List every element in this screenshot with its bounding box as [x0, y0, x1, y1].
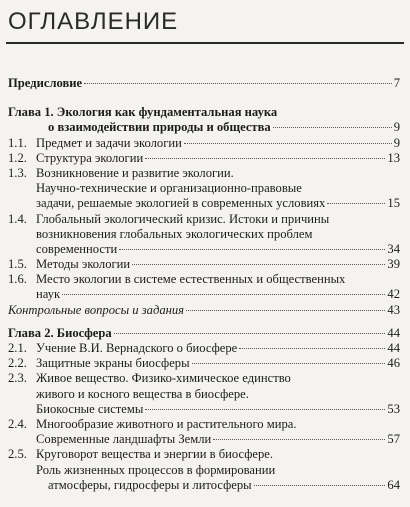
dot-leader: [186, 310, 385, 311]
toc-section: [8, 272, 400, 302]
section-title: наук: [36, 287, 61, 302]
dot-leader: [239, 348, 385, 349]
dot-leader: [192, 363, 386, 364]
table-of-contents: [8, 76, 400, 493]
section-title: живого и косного вещества в биосфере.: [36, 386, 249, 401]
toc-page-number: 46: [387, 356, 400, 371]
page-title: ОГЛАВЛЕНИЕ: [8, 8, 179, 35]
section-title: Методы экологии: [36, 257, 131, 272]
section-title: Глобальный экологический кризис. Истоки и причины: [36, 211, 330, 226]
toc-page-number: 42: [387, 287, 400, 302]
toc-entry-text: Предисловие: [8, 76, 83, 90]
toc-page-number: 9: [393, 135, 400, 150]
toc-section: [8, 371, 400, 417]
section-number: 2.2.: [8, 356, 27, 371]
section-title: атмосферы, гидросферы и литосферы: [48, 477, 252, 492]
section-title: возникновения глобальных экологических проблем: [36, 226, 313, 241]
section-number: 1.3.: [8, 165, 27, 180]
toc-section: [8, 341, 400, 356]
toc-chapter-1: [8, 105, 400, 135]
dot-leader: [114, 333, 386, 334]
toc-section: [8, 212, 400, 258]
toc-page-number: 44: [387, 341, 400, 355]
toc-page-number: 7: [393, 76, 400, 90]
dot-leader: [145, 158, 385, 159]
toc-chapter-2: [8, 326, 400, 341]
toc-section: [8, 447, 400, 493]
title-rule: [6, 42, 404, 44]
section-number: 1.4.: [8, 211, 27, 226]
section-title: Учение В.И. Вернадского о биосфере: [36, 341, 238, 355]
dot-leader: [213, 439, 385, 440]
section-title: Место экологии в системе естественных и общественных: [36, 272, 346, 287]
dot-leader: [145, 409, 385, 410]
toc-section: [8, 151, 400, 166]
section-number: 2.4.: [8, 416, 27, 431]
section-title: Роль жизненных процессов в формировании: [36, 462, 276, 477]
chapter-title-line: Глава 2. Биосфера: [8, 325, 112, 340]
section-number: 1.6.: [8, 272, 27, 287]
section-number: 1.1.: [8, 135, 27, 150]
section-title: Современные ландшафты Земли: [36, 432, 212, 447]
dot-leader: [273, 127, 392, 128]
toc-page-number: 64: [387, 477, 400, 492]
toc-section: [8, 257, 400, 272]
toc-entry-text: Контрольные вопросы и задания: [8, 302, 185, 317]
toc-section: [8, 136, 400, 151]
toc-page-number: 39: [387, 257, 400, 272]
dot-leader: [184, 143, 392, 144]
section-number: 1.2.: [8, 150, 27, 165]
section-number: 2.5.: [8, 447, 27, 462]
section-title: Многообразие животного и растительного мира.: [36, 416, 297, 431]
toc-page-number: 9: [393, 120, 400, 135]
toc-section: [8, 356, 400, 371]
dot-leader: [62, 294, 385, 295]
dot-leader: [254, 485, 386, 486]
chapter-title-line: Глава 1. Экология как фундаментальная наука: [8, 105, 278, 120]
toc-section: [8, 417, 400, 447]
toc-page-number: 13: [387, 150, 400, 165]
section-title: Биокосные системы: [36, 401, 144, 416]
section-title: Круговорот вещества и энергии в биосфере.: [36, 447, 273, 462]
dot-leader: [132, 264, 385, 265]
toc-page-number: 57: [387, 432, 400, 447]
dot-leader: [327, 203, 385, 204]
section-title: Структура экологии: [36, 150, 144, 165]
chapter-title-line: о взаимодействии природы и общества: [48, 120, 271, 135]
section-title: Защитные экраны биосферы: [36, 356, 190, 371]
section-title: Живое вещество. Физико-химическое единство: [36, 371, 291, 386]
section-title: Научно-технические и организационно-правовые: [36, 181, 302, 196]
toc-page-number: 15: [387, 196, 400, 211]
section-number: 2.1.: [8, 341, 27, 355]
section-number: 2.3.: [8, 371, 27, 386]
section-title: Предмет и задачи экологии: [36, 135, 182, 150]
dot-leader: [84, 83, 392, 84]
section-number: 1.5.: [8, 257, 27, 272]
toc-page-number: 34: [387, 241, 400, 256]
section-title: современности: [36, 241, 118, 256]
toc-entry-questions: [8, 303, 400, 318]
toc-entry-preface: [8, 76, 400, 91]
toc-page-number: 44: [387, 325, 400, 340]
section-title: задачи, решаемые экологией в современных условиях: [36, 196, 326, 211]
section-title: Возникновение и развитие экологии.: [36, 165, 234, 180]
toc-page-number: 43: [387, 302, 400, 317]
dot-leader: [119, 249, 385, 250]
toc-page-number: 53: [387, 401, 400, 416]
toc-section: [8, 166, 400, 212]
